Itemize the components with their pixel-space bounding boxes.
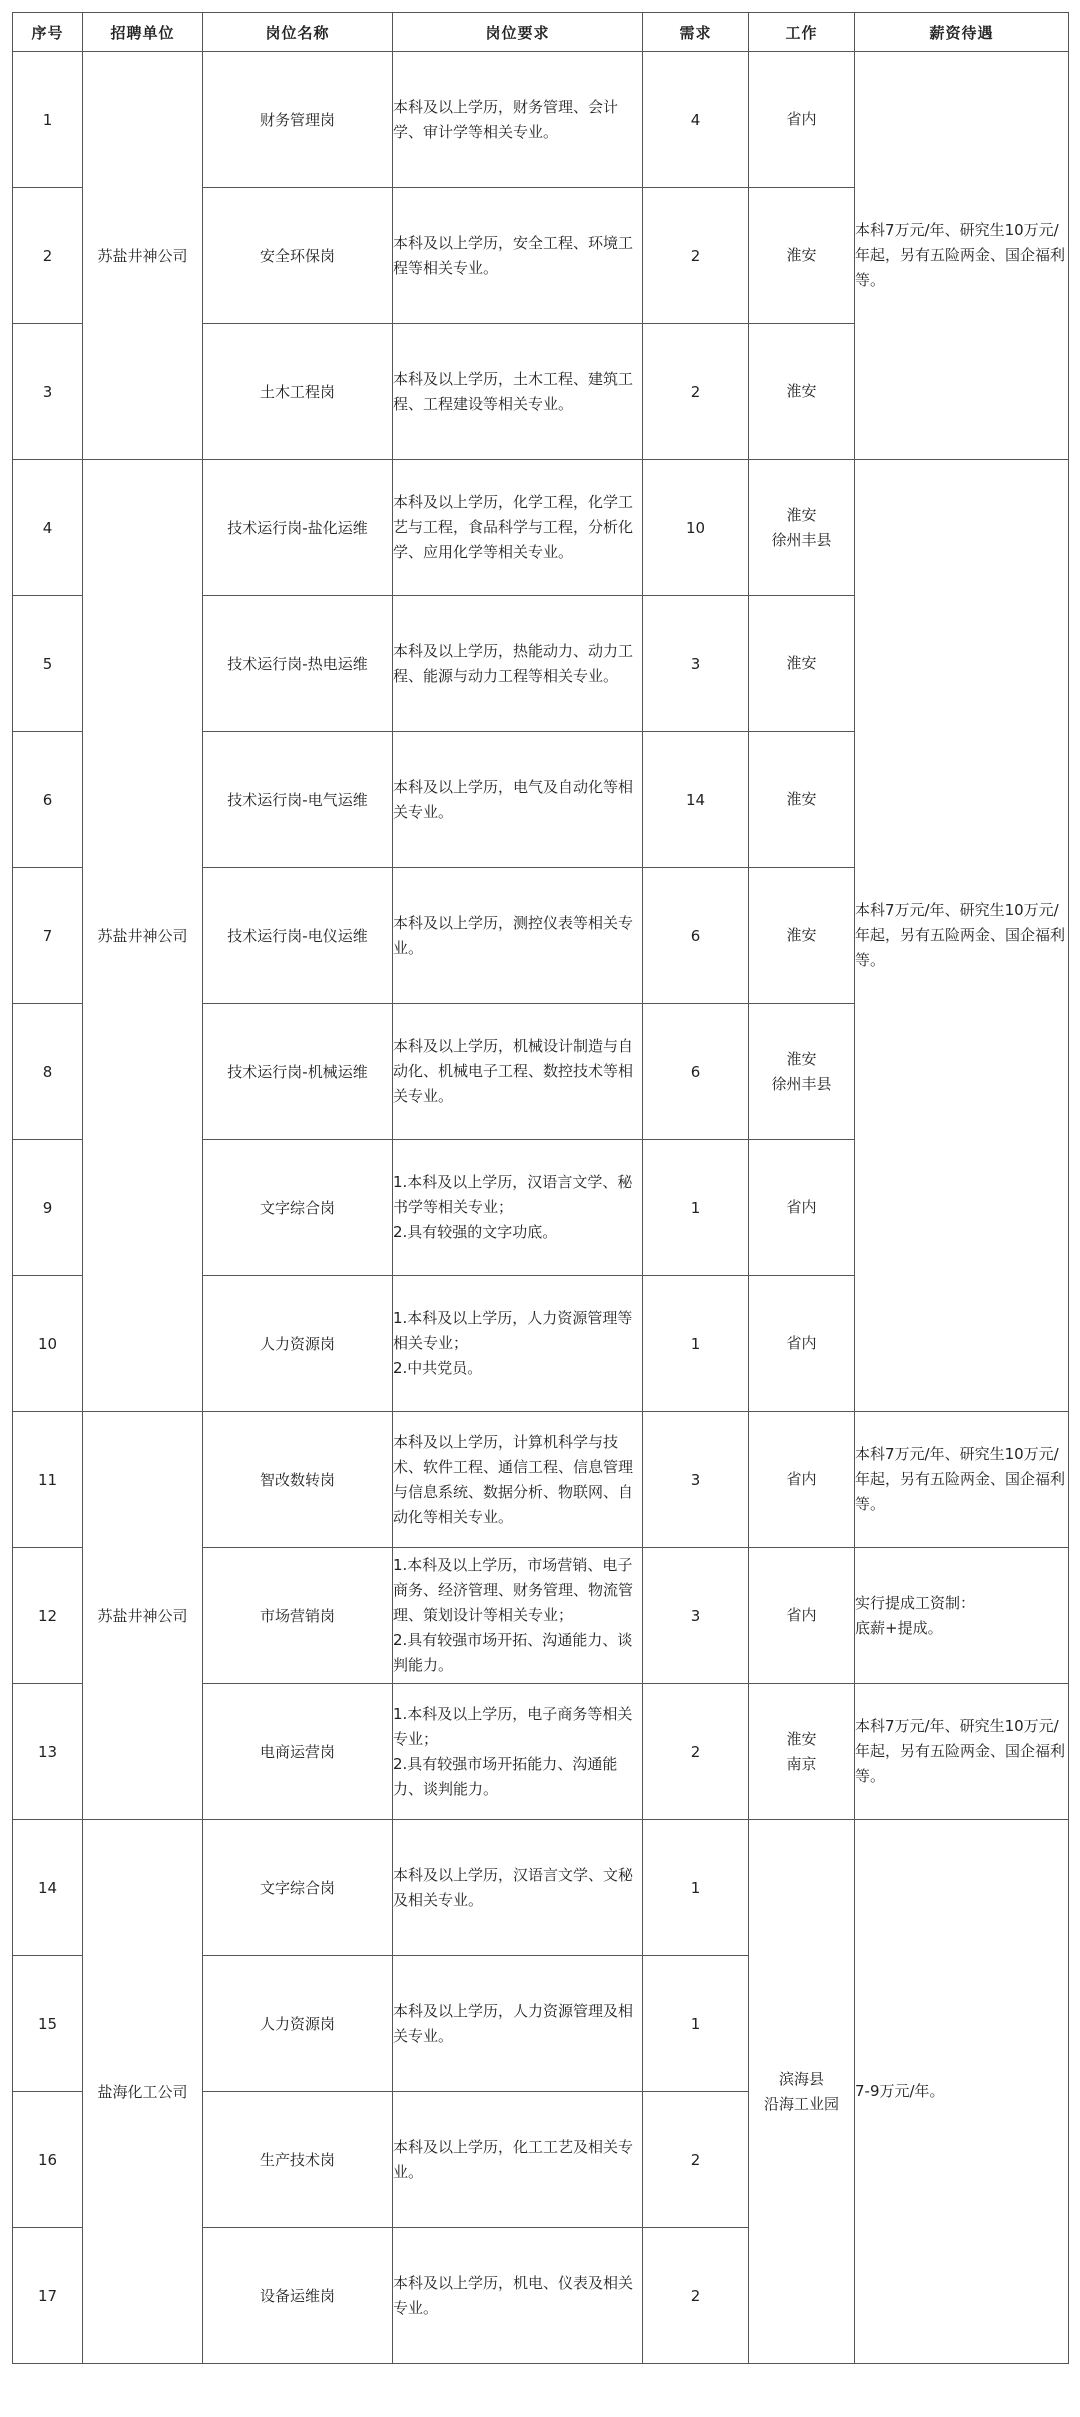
position-requirement: [393, 460, 643, 596]
position-name: 技术运行岗-盐化运维: [203, 460, 393, 596]
position-requirement: [393, 868, 643, 1004]
position-name: 市场营销岗: [203, 1548, 393, 1684]
position-requirement: [393, 2228, 643, 2364]
headcount: 3: [643, 596, 749, 732]
position-requirement: [393, 1004, 643, 1140]
text-line: 实行提成工资制：: [855, 1593, 976, 1612]
hiring-unit: 苏盐井神公司: [83, 460, 203, 1412]
row-number: 2: [13, 188, 83, 324]
text-line: 2.具有较强的文字功底。: [393, 1223, 558, 1241]
position-name: 智改数转岗: [203, 1412, 393, 1548]
headcount: 3: [643, 1548, 749, 1684]
text-line: 底薪+提成。: [855, 1618, 943, 1637]
text-line: 1.本科及以上学历，电子商务等相关专业；: [393, 1704, 633, 1748]
text-line: 本科及以上学历，化工工艺及相关专业。: [393, 2137, 634, 2181]
header-requirement: 岗位要求: [393, 13, 643, 52]
position-name: 设备运维岗: [203, 2228, 393, 2364]
row-number: 6: [13, 732, 83, 868]
text-line: 淮安: [786, 1049, 817, 1068]
text-line: 徐州丰县: [771, 1074, 832, 1093]
position-name: 安全环保岗: [203, 188, 393, 324]
position-requirement: [393, 1956, 643, 2092]
position-name: 技术运行岗-热电运维: [203, 596, 393, 732]
hiring-unit: 苏盐井神公司: [83, 1412, 203, 1820]
text-line: 淮安: [786, 382, 817, 400]
text-line: 淮安: [786, 926, 817, 944]
row-number: 12: [13, 1548, 83, 1684]
headcount: 14: [643, 732, 749, 868]
row-number: 13: [13, 1684, 83, 1820]
headcount: 2: [643, 1684, 749, 1820]
text-line: 淮安: [786, 505, 817, 524]
headcount: 1: [643, 1276, 749, 1412]
position-name: 技术运行岗-电气运维: [203, 732, 393, 868]
position-name: 生产技术岗: [203, 2092, 393, 2228]
row-number: 1: [13, 52, 83, 188]
table-row: [13, 1820, 1069, 1956]
text-line: 本科及以上学历，化学工程，化学工艺与工程，食品科学与工程，分析化学、应用化学等相关专业。: [393, 493, 634, 561]
salary-benefits: [855, 1412, 1069, 1548]
position-name: 文字综合岗: [203, 1140, 393, 1276]
position-requirement: [393, 188, 643, 324]
work-location: [749, 1412, 855, 1548]
text-line: 1.本科及以上学历，人力资源管理等相关专业；: [393, 1309, 633, 1352]
text-line: 省内: [786, 1198, 817, 1216]
headcount: 2: [643, 188, 749, 324]
text-line: 本科及以上学历，人力资源管理及相关专业。: [393, 2001, 634, 2045]
position-name: 财务管理岗: [203, 52, 393, 188]
work-location: [749, 596, 855, 732]
header-position: 岗位名称: [203, 13, 393, 52]
hiring-unit: 盐海化工公司: [83, 1820, 203, 2364]
table-row: [13, 52, 1069, 188]
position-name: 技术运行岗-电仪运维: [203, 868, 393, 1004]
text-line: 本科及以上学历，汉语言文学、文秘及相关专业。: [393, 1865, 634, 1909]
text-line: 本科7万元/年、研究生10万元/年起，另有五险两金、国企福利等。: [855, 901, 1066, 969]
text-line: 本科7万元/年、研究生10万元/年起，另有五险两金、国企福利等。: [855, 1717, 1066, 1785]
header-no: 序号: [13, 13, 83, 52]
recruitment-table: [12, 12, 1069, 2364]
text-line: 2.中共党员。: [393, 1359, 483, 1377]
position-requirement: [393, 596, 643, 732]
text-line: 本科及以上学历，测控仪表等相关专业。: [393, 913, 634, 957]
text-line: 徐州丰县: [771, 530, 832, 549]
work-location: [749, 1140, 855, 1276]
text-line: 本科及以上学历，土木工程、建筑工程、工程建设等相关专业。: [393, 369, 634, 413]
salary-benefits: [855, 1820, 1069, 2364]
position-name: 人力资源岗: [203, 1956, 393, 2092]
headcount: 1: [643, 1956, 749, 2092]
position-requirement: [393, 1276, 643, 1412]
headcount: 1: [643, 1140, 749, 1276]
work-location: [749, 52, 855, 188]
work-location: [749, 1820, 855, 2364]
text-line: 沿海工业园: [763, 2094, 839, 2113]
row-number: 5: [13, 596, 83, 732]
position-name: 人力资源岗: [203, 1276, 393, 1412]
text-line: 本科及以上学历，安全工程、环境工程等相关专业。: [393, 233, 634, 277]
header-row: [13, 13, 1069, 52]
headcount: 2: [643, 2092, 749, 2228]
row-number: 3: [13, 324, 83, 460]
salary-benefits: [855, 1684, 1069, 1820]
text-line: 本科7万元/年、研究生10万元/年起，另有五险两金、国企福利等。: [855, 1445, 1066, 1513]
text-line: 淮安: [786, 654, 817, 672]
text-line: 本科及以上学历，计算机科学与技术、软件工程、通信工程、信息管理与信息系统、数据分析、物联网、自动化等相关专业。: [393, 1432, 634, 1526]
work-location: [749, 1276, 855, 1412]
row-number: 11: [13, 1412, 83, 1548]
text-line: 本科及以上学历，电气及自动化等相关专业。: [393, 777, 634, 821]
headcount: 2: [643, 324, 749, 460]
text-line: 滨海县: [778, 2069, 824, 2088]
row-number: 16: [13, 2092, 83, 2228]
work-location: [749, 324, 855, 460]
headcount: 6: [643, 1004, 749, 1140]
work-location: [749, 868, 855, 1004]
header-pay: 薪资待遇: [855, 13, 1069, 52]
text-line: 淮安: [786, 1729, 817, 1748]
text-line: 本科及以上学历，财务管理、会计学、审计学等相关专业。: [393, 97, 619, 141]
position-requirement: [393, 732, 643, 868]
position-name: 技术运行岗-机械运维: [203, 1004, 393, 1140]
headcount: 10: [643, 460, 749, 596]
row-number: 17: [13, 2228, 83, 2364]
table-row: [13, 460, 1069, 596]
work-location: [749, 1004, 855, 1140]
row-number: 9: [13, 1140, 83, 1276]
position-name: 电商运营岗: [203, 1684, 393, 1820]
headcount: 1: [643, 1820, 749, 1956]
row-number: 10: [13, 1276, 83, 1412]
text-line: 省内: [786, 1470, 817, 1488]
salary-benefits: [855, 1548, 1069, 1684]
position-requirement: [393, 1412, 643, 1548]
work-location: [749, 1684, 855, 1820]
work-location: [749, 732, 855, 868]
work-location: [749, 1548, 855, 1684]
text-line: 本科及以上学历，机械设计制造与自动化、机械电子工程、数控技术等相关专业。: [393, 1037, 634, 1105]
text-line: 1.本科及以上学历，汉语言文学、秘书学等相关专业；: [393, 1173, 633, 1216]
row-number: 7: [13, 868, 83, 1004]
text-line: 省内: [786, 1334, 817, 1352]
salary-benefits: [855, 52, 1069, 460]
position-requirement: [393, 1548, 643, 1684]
text-line: 南京: [786, 1754, 817, 1773]
text-line: 2.具有较强市场开拓能力、沟通能力、谈判能力。: [393, 1754, 618, 1798]
text-line: 省内: [786, 110, 817, 128]
work-location: [749, 460, 855, 596]
position-requirement: [393, 1140, 643, 1276]
text-line: 1.本科及以上学历，市场营销、电子商务、经济管理、财务管理、物流管理、策划设计等相关专业；: [393, 1556, 634, 1624]
position-name: 文字综合岗: [203, 1820, 393, 1956]
position-requirement: [393, 324, 643, 460]
text-line: 2.具有较强市场开拓、沟通能力、谈判能力。: [393, 1631, 633, 1674]
row-number: 15: [13, 1956, 83, 2092]
salary-benefits: [855, 460, 1069, 1412]
position-requirement: [393, 2092, 643, 2228]
text-line: 本科及以上学历，机电、仪表及相关专业。: [393, 2273, 634, 2317]
header-count: 需求: [643, 13, 749, 52]
row-number: 14: [13, 1820, 83, 1956]
text-line: 7-9万元/年。: [855, 2082, 945, 2100]
position-requirement: [393, 1820, 643, 1956]
hiring-unit: 苏盐井神公司: [83, 52, 203, 460]
recruitment-table-container: [12, 12, 1069, 2364]
table-row: [13, 1412, 1069, 1548]
headcount: 4: [643, 52, 749, 188]
row-number: 8: [13, 1004, 83, 1140]
header-unit: 招聘单位: [83, 13, 203, 52]
text-line: 本科7万元/年、研究生10万元/年起，另有五险两金、国企福利等。: [855, 221, 1066, 289]
headcount: 6: [643, 868, 749, 1004]
text-line: 淮安: [786, 246, 817, 264]
header-location: 工作: [749, 13, 855, 52]
text-line: 本科及以上学历，热能动力、动力工程、能源与动力工程等相关专业。: [393, 641, 634, 685]
text-line: 省内: [786, 1606, 817, 1624]
position-requirement: [393, 52, 643, 188]
position-name: 土木工程岗: [203, 324, 393, 460]
headcount: 2: [643, 2228, 749, 2364]
row-number: 4: [13, 460, 83, 596]
position-requirement: [393, 1684, 643, 1820]
headcount: 3: [643, 1412, 749, 1548]
text-line: 淮安: [786, 790, 817, 808]
work-location: [749, 188, 855, 324]
